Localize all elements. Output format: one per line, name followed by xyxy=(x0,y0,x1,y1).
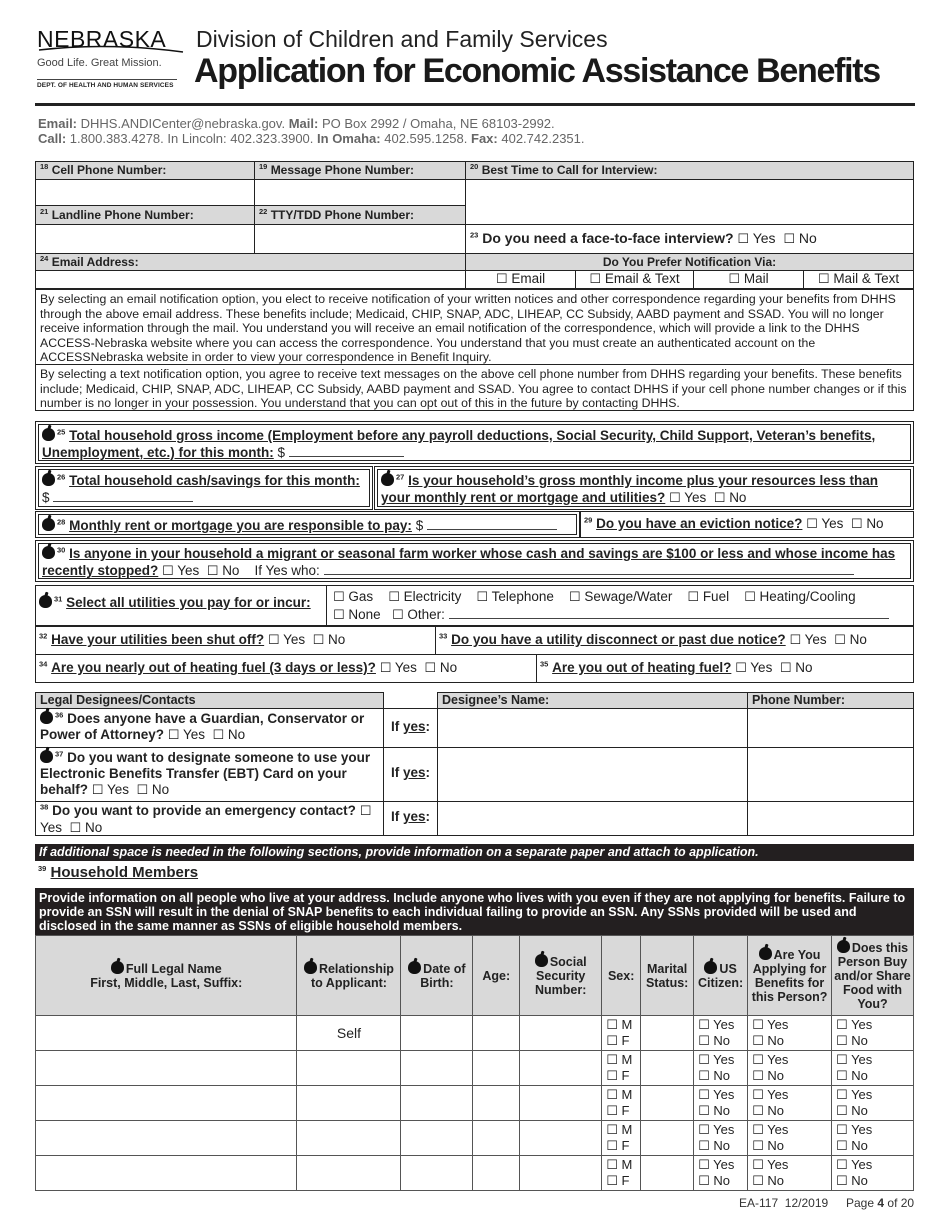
tty-label: $^{22}$ TTY/TDD Phone Number: xyxy=(254,205,466,225)
cell-phone-label: $^{18}$ Cell Phone Number: xyxy=(35,161,255,180)
us-citizen-checkboxes[interactable]: ☐ Yes ☐ No xyxy=(694,1016,748,1051)
division-title: Division of Children and Family Services xyxy=(196,26,608,52)
buy-share-checkboxes[interactable]: ☐ Yes ☐ No xyxy=(832,1121,914,1156)
q26-box: $^{26}$ Total household cash/savings for this month: $ xyxy=(35,466,373,510)
q38-designee-name-input[interactable] xyxy=(437,801,748,836)
landline-input[interactable] xyxy=(35,224,255,254)
sex-checkboxes[interactable]: ☐ M ☐ F xyxy=(602,1086,641,1121)
table-row xyxy=(36,1156,914,1191)
ssn-input[interactable] xyxy=(520,1156,602,1191)
age-input[interactable] xyxy=(473,1051,520,1086)
notif-email-option[interactable]: ☐ Email xyxy=(465,270,576,289)
q37-no-checkbox[interactable]: ☐ xyxy=(136,783,149,798)
header-rule xyxy=(35,103,915,106)
marital-input[interactable] xyxy=(641,1051,694,1086)
q30-no-checkbox[interactable]: ☐ xyxy=(206,564,219,579)
age-input[interactable] xyxy=(473,1086,520,1121)
buy-share-checkboxes[interactable]: ☐ Yes ☐ No xyxy=(832,1016,914,1051)
utility-none-option[interactable]: ☐ None xyxy=(333,607,381,623)
q34-no-checkbox[interactable]: ☐ xyxy=(424,661,437,676)
q37-phone-input[interactable] xyxy=(747,747,914,802)
dob-input[interactable] xyxy=(401,1051,473,1086)
table-row xyxy=(36,1051,914,1086)
table-row xyxy=(36,1016,914,1051)
dob-input[interactable] xyxy=(401,1156,473,1191)
q37-if-yes: If yes: xyxy=(383,747,438,802)
q38-question: $^{38}$ Do you want to provide an emergency contact? ☐ Yes ☐ No xyxy=(35,801,384,836)
landline-label: $^{21}$ Landline Phone Number: xyxy=(35,205,255,225)
logo-tagline: Good Life. Great Mission. xyxy=(37,57,162,69)
sex-checkboxes[interactable]: ☐ M ☐ F xyxy=(602,1156,641,1191)
us-citizen-checkboxes[interactable]: ☐ Yes ☐ No xyxy=(694,1086,748,1121)
apple-icon xyxy=(42,546,55,559)
marital-input[interactable] xyxy=(641,1086,694,1121)
q28-rent-input[interactable] xyxy=(427,518,557,530)
best-time-label: $^{20}$ Best Time to Call for Interview: xyxy=(465,161,914,180)
q25-box: $^{25}$ Total household gross income (Employment before any payroll deductions, Social Security, Child Support, Veteran’s benefits, Unemployment, etc.) for this month: $ xyxy=(35,421,914,464)
q33-yes-checkbox[interactable]: ☐ xyxy=(789,633,802,648)
name-input[interactable] xyxy=(36,1086,297,1121)
apple-icon xyxy=(759,947,772,960)
apple-icon xyxy=(704,961,717,974)
us-citizen-checkboxes[interactable]: ☐ Yes ☐ No xyxy=(694,1051,748,1086)
logo-state: NEBRASKA xyxy=(37,26,167,52)
q32-box: $^{32}$ Have your utilities been shut off? ☐ Yes ☐ No xyxy=(35,626,436,655)
utility-heating-option[interactable]: ☐ Heating/Cooling xyxy=(744,589,856,605)
ssn-input[interactable] xyxy=(520,1121,602,1156)
q30-yes-checkbox[interactable]: ☐ xyxy=(162,564,174,579)
utility-electricity-option[interactable]: ☐ Electricity xyxy=(388,589,462,605)
designees-section xyxy=(35,692,914,836)
q25-income-input[interactable] xyxy=(289,445,404,457)
email-address-input[interactable] xyxy=(35,270,466,289)
buy-share-checkboxes[interactable]: ☐ Yes ☐ No xyxy=(832,1156,914,1191)
q38-yes-checkbox[interactable]: ☐ xyxy=(359,804,372,819)
q36-if-yes: If yes: xyxy=(383,708,438,748)
us-citizen-checkboxes[interactable]: ☐ Yes ☐ No xyxy=(694,1121,748,1156)
notif-mail-text-option[interactable]: ☐ Mail & Text xyxy=(803,270,914,289)
designee-phone-header: Phone Number: xyxy=(747,692,914,709)
relationship-input[interactable] xyxy=(297,1121,401,1156)
q31-label-box: $^{31}$ Select all utilities you pay for or incur: xyxy=(35,585,327,626)
q27-no-checkbox[interactable]: ☐ xyxy=(713,491,726,506)
best-time-input[interactable] xyxy=(465,179,914,225)
q37-yes-checkbox[interactable]: ☐ xyxy=(91,783,104,798)
contact-line-2: Call: 1.800.383.4278. In Lincoln: 402.323.3900. In Omaha: 402.595.1258. Fax: 402.742.2351. xyxy=(38,131,585,146)
q35-box: $^{35}$ Are you out of heating fuel? ☐ Yes ☐ No xyxy=(536,654,914,683)
face-no-checkbox[interactable]: ☐ xyxy=(783,232,795,247)
utility-sewage-option[interactable]: ☐ Sewage/Water xyxy=(568,589,673,605)
q35-yes-checkbox[interactable]: ☐ xyxy=(735,661,747,676)
col-buy-share: Does this Person Buy and/or Share Food with You? xyxy=(832,936,914,1016)
dob-input[interactable] xyxy=(401,1016,473,1051)
col-marital: Marital Status: xyxy=(641,936,694,1016)
utility-other-input[interactable] xyxy=(449,607,889,619)
relationship-input[interactable] xyxy=(297,1051,401,1086)
col-full-name: Full Legal Name First, Middle, Last, Suffix: xyxy=(36,936,297,1016)
apple-icon xyxy=(837,940,850,953)
marital-input[interactable] xyxy=(641,1121,694,1156)
applying-checkboxes[interactable]: ☐ Yes ☐ No xyxy=(748,1086,832,1121)
table-row xyxy=(36,1086,914,1121)
ssn-input[interactable] xyxy=(520,1016,602,1051)
dob-input[interactable] xyxy=(401,1121,473,1156)
relationship-input[interactable] xyxy=(297,1156,401,1191)
q36-no-checkbox[interactable]: ☐ xyxy=(212,728,225,743)
phone-block xyxy=(35,161,914,289)
household-table xyxy=(35,935,914,1191)
q27-box: $^{27}$ Is your household’s gross monthly income plus your resources less than your monthly rent or mortgage and utilities? ☐ Yes ☐ No xyxy=(374,466,914,510)
name-input[interactable] xyxy=(36,1156,297,1191)
apple-icon xyxy=(304,961,317,974)
designees-header: Legal Designees/Contacts xyxy=(35,692,384,709)
q38-phone-input[interactable] xyxy=(747,801,914,836)
q38-if-yes: If yes: xyxy=(383,801,438,836)
buy-share-checkboxes[interactable]: ☐ Yes ☐ No xyxy=(832,1086,914,1121)
q38-no-checkbox[interactable]: ☐ xyxy=(69,821,82,836)
apple-icon xyxy=(111,961,124,974)
buy-share-checkboxes[interactable]: ☐ Yes ☐ No xyxy=(832,1051,914,1086)
name-input[interactable] xyxy=(36,1051,297,1086)
q26-savings-input[interactable] xyxy=(53,490,193,502)
q27-yes-checkbox[interactable]: ☐ xyxy=(669,491,681,506)
age-input[interactable] xyxy=(473,1016,520,1051)
apple-icon xyxy=(40,750,53,763)
apple-icon xyxy=(39,595,52,608)
apple-icon xyxy=(381,473,394,486)
col-ssn: Social Security Number: xyxy=(520,936,602,1016)
apple-icon xyxy=(42,428,55,441)
col-us-citizen: US Citizen: xyxy=(694,936,748,1016)
notif-mail-option[interactable]: ☐ Mail xyxy=(693,270,804,289)
q32-yes-checkbox[interactable]: ☐ xyxy=(267,633,280,648)
apple-icon xyxy=(40,711,53,724)
text-notice-text: By selecting a text notification option, you agree to receive text messages on the above cell phone number from DHHS regarding your benefits. These benefits include; Medicaid, CHIP, SNAP, ADC, LIHEAP, CC Subsidy, AABD payment and SSAD. You agree to contact DHHS if your cell phone number changes or if this number is no longer in your possession. You understand that you can opt out of this in the future by contacting DHHS. xyxy=(35,364,914,411)
utility-gas-option[interactable]: ☐ Gas xyxy=(333,589,374,605)
household-title: $^{39}$ Household Members xyxy=(38,864,199,881)
q29-no-checkbox[interactable]: ☐ xyxy=(850,517,863,532)
utility-fuel-option[interactable]: ☐ Fuel xyxy=(687,589,730,605)
ssn-input[interactable] xyxy=(520,1051,602,1086)
col-applying: Are You Applying for Benefits for this Person? xyxy=(748,936,832,1016)
q31-options-box xyxy=(326,585,914,626)
col-dob: Date of Birth: xyxy=(401,936,473,1016)
sex-checkboxes[interactable]: ☐ M ☐ F xyxy=(602,1051,641,1086)
q30-who-input[interactable] xyxy=(324,563,854,575)
q33-no-checkbox[interactable]: ☐ xyxy=(834,633,846,648)
email-address-label: $^{24}$ Email Address: xyxy=(35,253,466,271)
age-input[interactable] xyxy=(473,1121,520,1156)
q37-designee-name-input[interactable] xyxy=(437,747,748,802)
cell-phone-input[interactable] xyxy=(35,179,255,206)
additional-space-banner: If additional space is needed in the following sections, provide information on a separate paper and attach to application. xyxy=(35,844,914,861)
q32-no-checkbox[interactable]: ☐ xyxy=(312,633,325,648)
q37-question: $^{37}$ Do you want to designate someone to use your Electronic Benefits Transfer (EBT) Card on your behalf? ☐ Yes ☐ No xyxy=(35,747,384,802)
face-yes-checkbox[interactable]: ☐ xyxy=(737,232,750,247)
table-row xyxy=(36,1121,914,1156)
col-sex: Sex: xyxy=(602,936,641,1016)
notif-email-text-option[interactable]: ☐ Email & Text xyxy=(575,270,694,289)
utility-telephone-option[interactable]: ☐ Telephone xyxy=(476,589,554,605)
applying-checkboxes[interactable]: ☐ Yes ☐ No xyxy=(748,1016,832,1051)
col-relationship: Relationship to Applicant: xyxy=(297,936,401,1016)
sex-checkboxes[interactable]: ☐ M ☐ F xyxy=(602,1016,641,1051)
email-notice-text: By selecting an email notification option, you elect to receive notification of your written notices and other correspondence regarding your benefits from DHHS through the above email address. These benefits include; Medicaid, CHIP, SNAP, ADC, LIHEAP, CC Subsidy, AABD payment and SSAD. You will no longer receive information through the mail. You understand you will receive an email notification of the correspondence, which will provide a link to the DHHS ACCESS-Nebraska website where you can access the correspondence. You understand that you must create an authenticated account on the ACCESSNebraska website in order to view your correspondence in Benefit Inquiry. xyxy=(35,289,914,365)
name-input[interactable] xyxy=(36,1121,297,1156)
relationship-input[interactable]: Self xyxy=(297,1016,401,1051)
q35-no-checkbox[interactable]: ☐ xyxy=(779,661,792,676)
q28-box: $^{28}$ Monthly rent or mortgage you are responsible to pay: $ xyxy=(35,511,580,538)
form-number: EA-117 12/2019 xyxy=(739,1196,829,1210)
q36-phone-input[interactable] xyxy=(747,708,914,748)
applying-checkboxes[interactable]: ☐ Yes ☐ No xyxy=(748,1156,832,1191)
logo-dept: DEPT. OF HEALTH AND HUMAN SERVICES xyxy=(37,82,174,89)
marital-input[interactable] xyxy=(641,1016,694,1051)
apple-icon xyxy=(408,961,421,974)
contact-email[interactable]: DHHS.ANDICenter@nebraska.gov. xyxy=(80,116,286,131)
logo xyxy=(37,26,187,96)
relationship-input[interactable] xyxy=(297,1086,401,1121)
page-title: Application for Economic Assistance Benefits xyxy=(194,52,880,90)
age-input[interactable] xyxy=(473,1156,520,1191)
us-citizen-checkboxes[interactable]: ☐ Yes ☐ No xyxy=(694,1156,748,1191)
applying-checkboxes[interactable]: ☐ Yes ☐ No xyxy=(748,1121,832,1156)
face-to-face-question: $^{23}$ Do you need a face-to-face interview? ☐ Yes ☐ No xyxy=(465,224,914,254)
page-number: Page 4 of 20 xyxy=(846,1196,915,1210)
marital-input[interactable] xyxy=(641,1156,694,1191)
q36-question: $^{36}$ Does anyone have a Guardian, Conservator or Power of Attorney? ☐ Yes ☐ No xyxy=(35,708,384,748)
q34-box: $^{34}$ Are you nearly out of heating fuel (3 days or less)? ☐ Yes ☐ No xyxy=(35,654,537,683)
apple-icon xyxy=(42,518,55,531)
household-instructions: Provide information on all people who live at your address. Include anyone who lives with you even if they are not applying for benefits. Failure to provide an SSN will result in the denial of SNAP benefits to each individual failing to provide an SSN. Any SSNs provided will be used and disclosed in the same manner as SSNs of eligible household members. xyxy=(35,888,914,935)
q33-box: $^{33}$ Do you have a utility disconnect or past due notice? ☐ Yes ☐ No xyxy=(435,626,914,655)
applying-checkboxes[interactable]: ☐ Yes ☐ No xyxy=(748,1051,832,1086)
sex-checkboxes[interactable]: ☐ M ☐ F xyxy=(602,1121,641,1156)
tty-input[interactable] xyxy=(254,224,466,254)
apple-icon xyxy=(42,473,55,486)
message-phone-input[interactable] xyxy=(254,179,466,206)
q36-yes-checkbox[interactable]: ☐ xyxy=(167,728,180,743)
notification-label: Do You Prefer Notification Via: xyxy=(465,253,914,271)
contact-line-1: Email: DHHS.ANDICenter@nebraska.gov. Mail: PO Box 2992 / Omaha, NE 68103-2992. xyxy=(38,116,555,131)
q36-designee-name-input[interactable] xyxy=(437,708,748,748)
col-age: Age: xyxy=(473,936,520,1016)
dob-input[interactable] xyxy=(401,1086,473,1121)
q34-yes-checkbox[interactable]: ☐ xyxy=(379,661,392,676)
designee-name-header: Designee’s Name: xyxy=(437,692,748,709)
message-phone-label: $^{19}$ Message Phone Number: xyxy=(254,161,466,180)
apple-icon xyxy=(535,954,548,967)
name-input[interactable] xyxy=(36,1016,297,1051)
ssn-input[interactable] xyxy=(520,1086,602,1121)
logo-swoosh xyxy=(37,44,187,54)
q29-yes-checkbox[interactable]: ☐ xyxy=(806,517,818,532)
q30-box: $^{30}$ Is anyone in your household a migrant or seasonal farm worker whose cash and savings are $100 or less and whose income has recently stopped? ☐ Yes ☐ No If Yes who: xyxy=(35,540,914,582)
utility-other-option[interactable]: ☐ Other: xyxy=(391,607,445,623)
q29-box: $^{29}$ Do you have an eviction notice? ☐ Yes ☐ No xyxy=(580,511,914,538)
